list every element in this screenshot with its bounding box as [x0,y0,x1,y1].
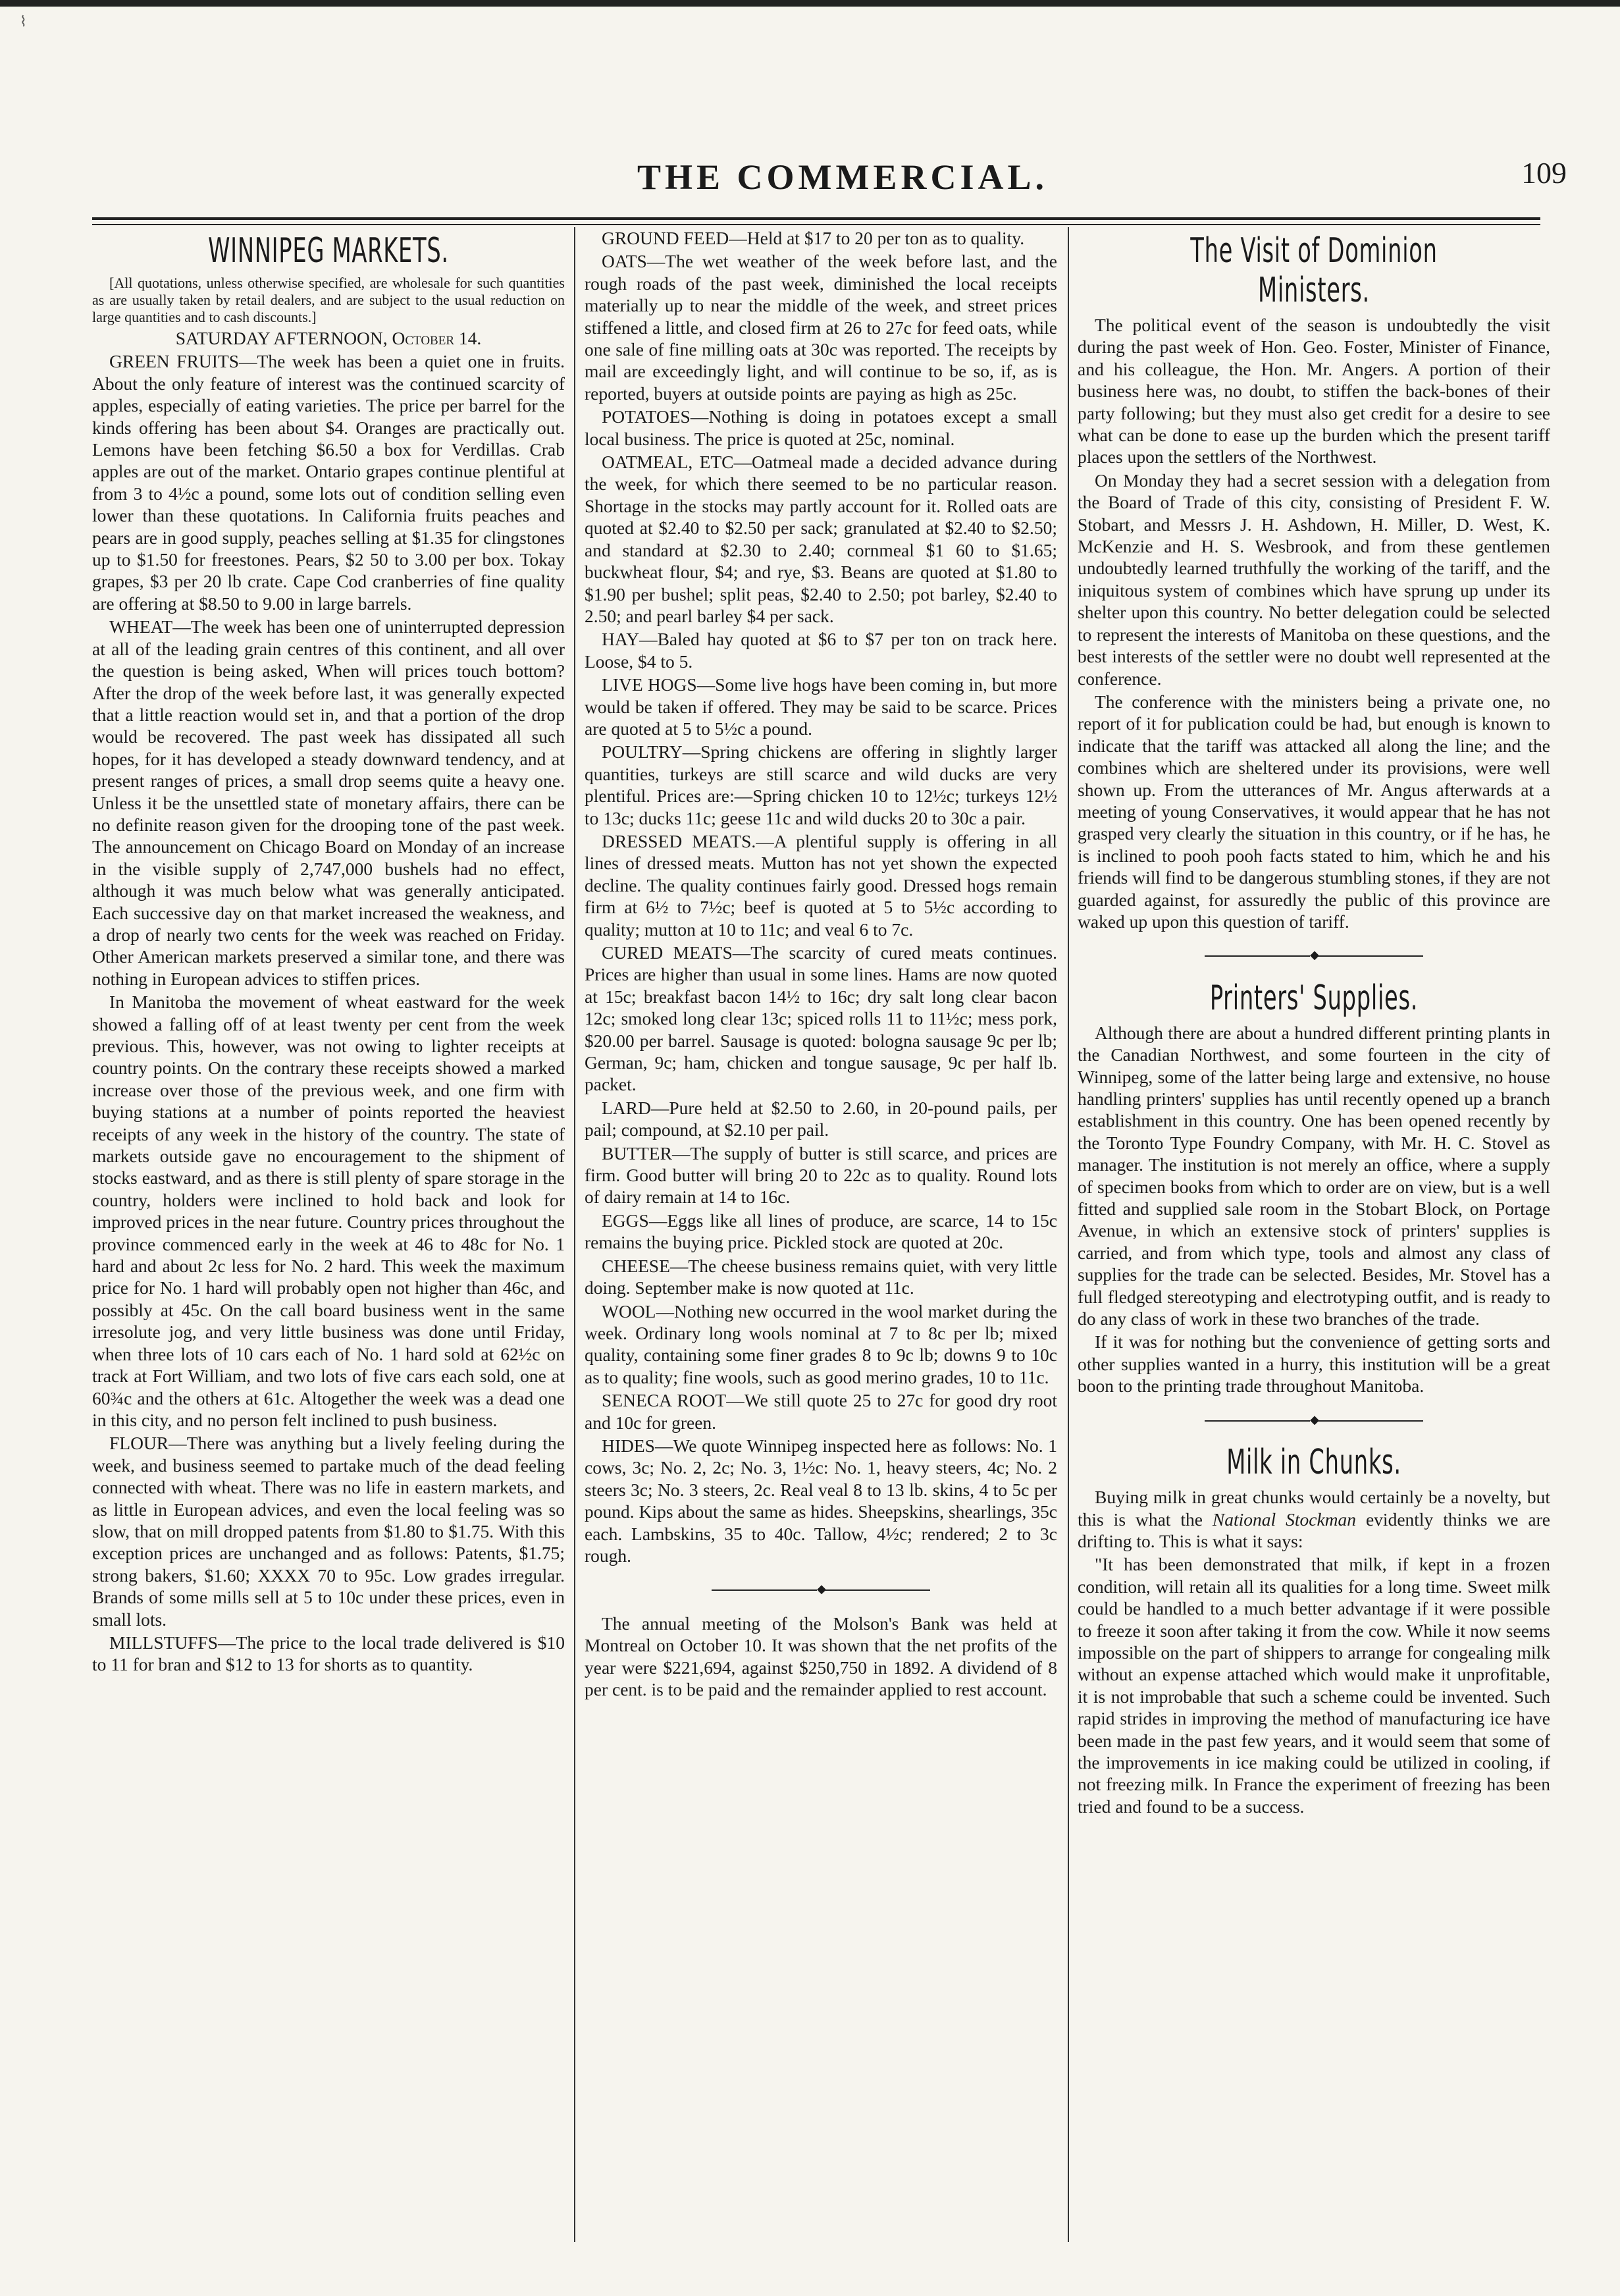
paragraph-text: —A plentiful supply is offering in all lines of dressed meats. Mutton has not yet shown the expected decline. The quality continues fairly good. Dressed hogs remain firm at 6½ to 7½c; beef is quoted at 5 to 5½c according to quality; mutton at 10 to 11c; and veal 6 to 7c. [585,830,1057,940]
margin-marks: ⌇ [20,13,27,30]
paragraph [585,674,1057,739]
paragraph-text: —Nothing new occurred in the wool market during the week. Ordinary long wools nominal at 7 to 8c per lb; mixed quality, containing some finer grades 8 to 9c lb; downs 9 to 10c as to quality; fine wools, such as good merino grades, 10 to 11c. [585,1300,1057,1387]
paragraph-lead: LIVE HOGS [602,674,697,695]
paragraph-lead: BUTTER [602,1142,672,1163]
paragraph-text: —Baled hay quoted at $6 to $7 per ton on track here. Loose, $4 to 5. [585,629,1057,672]
paragraph: The political event of the season is undoubtedly the visit during the past week of Hon. Geo. Foster, Minister of Finance, and his colleague, the Hon. Mr. Angers. A portion of their business here was, no doubt, to stiffen the back-bones of their party following; but they must also get credit for a desire to see what can be done to ease up the burden which the present tariff places upon the settlers of the Northwest. [1078,315,1550,467]
article-title: The Visit of Dominion Ministers. [1190,231,1438,310]
paragraph-text: —The supply of butter is still scarce, and prices are firm. Good butter will bring 20 to 22c as to quality. Round lots of dairy remain at 14 to 16c. [585,1142,1057,1208]
header-rule-thick [92,217,1540,220]
paragraph-text: —Held at $17 to 20 per ton as to quality. [729,228,1025,248]
column-divider [1068,227,1069,2242]
section-divider: ◆ [585,1578,1057,1600]
page-header [92,157,1593,209]
paragraph-lead: GROUND FEED [602,228,729,248]
paragraph-text: evidently thinks we are drifting to. This is what it says: [1078,1508,1550,1551]
paragraph [585,1389,1057,1433]
paragraph-lead: HIDES [602,1435,655,1456]
paragraph-text: —The cheese business remains quiet, with very little doing. September make is now quoted at 11c. [585,1255,1057,1298]
paragraph-lead: CURED MEATS [602,942,733,963]
paragraph: "It has been demonstrated that milk, if kept in a frozen condition, will retain all its qualities for a long time. Sweet milk could be handled to a much better advantage if it were possible to freeze it soon after taking it from the cow. While it now seems impossible on the part of shippers to arrange for congealing milk without an expense attached which would make it unprofitable, it is not improbable that such a scheme could be invented. Such rapid strides in improving the method of manufacturing ice have been made in the past few years, and it would seem that some of the improvements in ice making could be utilized in cooling, if not freezing milk. In France the experiment of freezing has been tried and found to be a success. [1078,1554,1550,1817]
paragraph-lead: LARD [602,1097,651,1118]
paragraph [92,350,565,614]
column-2 [585,227,1057,2255]
paragraph-text: —The wet weather of the week before last, and the rough roads of the past week, diminished the local receipts materially up to near the middle of the week, and street prices stiffened a little, and closed firm at 26 to 27c for feed oats, while one sale of fine milling oats at 30c was reported. The receipts by mail are exceedingly light, and will continue to be so, if, as is reported, buyers at outside points are paying as high as 25c. [585,251,1057,404]
article-title: WINNIPEG MARKETS. [208,231,449,271]
section-divider: ◆ [1078,944,1550,966]
paragraph-lead: SENECA ROOT [602,1390,727,1411]
page-number: 109 [1521,156,1567,190]
paragraph-lead: POULTRY [602,741,683,762]
paragraph [585,227,1057,249]
paragraph-text: —There was anything but a lively feeling during the week, and business seemed to partake much of the dead feeling connected with wheat. There was no life in eastern markets, and as little in European advices, and even the local feeling was so slow, that on mill dropped patents from $1.80 to $1.75. With this exception prices are unchanged and as follows: Patents, $1.75; strong bakers, $1.60; XXXX 70 to 95c. Low grades irregular. Brands of some mills sell at 5 to 10c under these prices, even in small lots. [92,1433,565,1630]
article-title: Milk in Chunks. [1226,1443,1401,1483]
paragraph [585,451,1057,627]
article-title: Printers' Supplies. [1209,978,1419,1018]
paragraph-text: Buying milk in great chunks would certainly be a novelty, but this is what the [1078,1487,1550,1530]
column-1 [92,227,565,2255]
paragraph-text: —The week has been one of uninterrupted depression at all of the leading grain centres of this continent, and all over the question is being asked, When will prices touch bottom? After the drop of the week before last, it was generally expected that a little reaction would set in, and that a portion of the drop would be recovered. The past week has dissipated all such hopes, for it has developed a steady downward tendency, and at present ranges of prices, a small drop seems quite a heavy one. Unless it be the unsettled state of monetary affairs, there can be no definite reason given for the drooping tone of the past week. The announcement on Chicago Board on Monday of an increase in the visible supply of 2,747,000 bushels had no effect, although it was much below what was generally anticipated. Each successive day on that market increased the weakness, and a drop of nearly two cents for the week was reached on Friday. Other American markets preserved a similar tone, and there was nothing in European advices to stiffen prices. [92,616,565,989]
paragraph: Although there are about a hundred different printing plants in the Canadian Northwest, and some fourteen in the city of Winnipeg, some of the latter being large and extensive, no house handling printers' supplies has until recently opened up a branch establishment in this country. One has been opened recently by the Toronto Type Foundry Company, with Mr. H. C. Stovel as manager. The institution is not merely an office, where a supply of specimen books from which to order are on view, but is a well fitted and supplied sale room in the Stobart Block, on Portage Avenue, in which an extensive stock of printers' supplies is carried, and from which type, tools and almost any class of supplies for the trade can be selected. Besides, Mr. Stovel has a full fledged stereotyping and electrotyping outfit, and is ready to do any class of work in these two branches of the trade. [1078,1022,1550,1329]
paragraph-text: —Oatmeal made a decided advance during the week, for which there seemed to be no particular reason. Shortage in the stocks may partly account for it. Rolled oats are quoted at $2.40 to $2.50 per sack; granulated at $2.40 to $2.50; and standard at $2.30 to 2.40; cornmeal $1 60 to $1.65; buckwheat flour, $4; and rye, $3. Beans are quoted at $1.80 to $1.90 per bushel; split peas, $2.40 to 2.50; pot barley, $2.40 to 2.50; and pearl barley $4 per sack. [585,452,1057,626]
section-divider: ◆ [1078,1409,1550,1431]
publication-name: National Stockman [1212,1508,1357,1530]
paragraph [92,1632,565,1676]
paragraph: The conference with the ministers being a private one, no report of it for publication could be had, but enough is known to indicate that the tariff was attacked all along the line; and the combines which are sheltered under its provisions, were well shown up. From the utterances of Mr. Angus afterwards at a meeting of young Conservatives, it would appear that he has not grasped very clearly the situation in this country, or if he has, he is inclined to pooh pooh facts stated to him, which he and his friends will find to be dangerous stumbling stones, if they are not guarded against, for assuredly the public of this province are waked up upon this question of tariff. [1078,691,1550,932]
paragraph-lead: DRESSED MEATS. [602,830,756,851]
paragraph-text: —We quote Winnipeg inspected here as follows: No. 1 cows, 3c; No. 2, 2c; No. 3, 1½c: No. 1, heavy steers, 4c; No. 2 steers 3c; No. 3 steers, 2c. Real veal 8 to 13 lb. skins, 4 to 5c per pound. Kips about the same as hides. Sheepskins, shearlings, 35c each. Lambskins, 35 to 40c. Tallow, 4½c; rendered; 2 to 3c rough. [585,1435,1057,1566]
paragraph-text: —The price to the local trade delivered is $10 to 11 for bran and $12 to 13 for shorts as to quantity. [92,1632,565,1675]
dateline: SATURDAY AFTERNOON, October 14. [175,328,482,348]
paragraph-lead: HAY [602,629,640,650]
paragraph: The annual meeting of the Molson's Bank was held at Montreal on October 10. It was shown that the net profits of the year were $221,694, against $250,750 in 1892. A dividend of 8 per cent. is to be paid and the remainder applied to rest account. [585,1613,1057,1699]
paragraph-text: —Pure held at $2.50 to 2.60, in 20-pound pails, per pail; compound, at $2.10 per pail. [585,1097,1057,1140]
paragraph [585,1435,1057,1566]
paragraph-lead: MILLSTUFFS [109,1632,219,1653]
paragraph-lead: POTATOES [602,406,691,427]
paragraph [585,406,1057,450]
paragraph [585,1210,1057,1254]
paragraph-lead: WOOL [602,1300,656,1322]
paragraph-text: —Eggs like all lines of produce, are scarce, 14 to 15c remains the buying price. Pickled stock are quoted at 20c. [585,1210,1057,1253]
paragraph-lead: GREEN FRUITS [109,351,240,372]
paragraph-lead: EGGS [602,1210,649,1231]
paragraph [585,250,1057,404]
paragraph-text: —We still quote 25 to 27c for good dry root and 10c for green. [585,1390,1057,1433]
paragraph [585,830,1057,940]
paragraph-text: —The scarcity of cured meats continues. Prices are higher than usual in some lines. Hams are now quoted at 15c; breakfast bacon 14½ to 16c; dry salt long clear bacon 12c; smoked long clear 13c; spiced rolls 11 to 11½c; mess pork, $20.00 per barrel. Sausage is quoted: bologna sausage 9c per lb; German, 9c; ham, chicken and tongue sausage, 9c per half lb. packet. [585,942,1057,1095]
paragraph-lead: FLOUR [109,1433,169,1454]
paragraph: In Manitoba the movement of wheat eastward for the week showed a falling off of at least twenty per cent from the week previous. This, however, was not owing to lighter receipts at country points. On the contrary these receipts showed a marked increase over those of the previous week, and one firm with buying stations at a number of points reported the heaviest receipts of any week in the history of the country. The state of markets outside gave no encouragement to the shipment of stocks eastward, and as there is still plenty of spare storage in the country, holders were inclined to hold back and look for improved prices in the near future. Country prices throughout the province commenced early in the week at 46 to 48c for No. 1 hard and about 2c less for No. 2 hard. This week the maximum price for No. 1 hard will probably open not higher than 46c, and possibly at 45c. On the call board business went in the same irresolute jog, and very little business was done until Friday, when three lots of 10 cars each of No. 1 hard sold at 62½c on track at Fort William, and two lots of five cars each sold, one at 60¾c and the others at 61c. Altogether the week was a dead one in this city, and no person felt inclined to push business. [92,992,565,1430]
paragraph [585,628,1057,672]
paragraph [585,1097,1057,1141]
header-rule-thin [92,224,1540,225]
editorial-note: [All quotations, unless otherwise specified, are wholesale for such quantities as are usually taken by retail dealers, and are subject to the usual reduction on large quantities and to cash discounts.] [92,275,565,325]
paragraph-text: —Spring chickens are offering in slightly larger quantities, turkeys are still scarce and wild ducks are very plentiful. Prices are:—Spring chicken 10 to 12½c; turkeys 12½ to 13c; ducks 11c; geese 11c and wild ducks 20 to 30c a pair. [585,741,1057,828]
paragraph-lead: OATMEAL, ETC [602,452,734,473]
paragraph [585,741,1057,829]
paragraph [585,1142,1057,1208]
paragraph-text: —Nothing is doing in potatoes except a small local business. The price is quoted at 25c, nominal. [585,406,1057,449]
paragraph [585,1255,1057,1299]
paragraph [585,1300,1057,1389]
column-3 [1078,227,1550,2255]
top-border [0,0,1620,7]
paragraph [92,1432,565,1630]
paragraph-lead: OATS [602,251,647,272]
paragraph-text: —The week has been a quiet one in fruits. About the only feature of interest was the continued scarcity of apples, especially of eating varieties. The price per barrel for the kinds offering has been about $4. Oranges are practically out. Lemons have been fetching $6.50 a box for Verdillas. Crab apples are out of the market. Ontario grapes continue plentiful at from 3 to 4½c a pound, some lots out of condition selling even lower than these quotations. In California fruits peaches and pears are in good supply, peaches selling at $1.35 for clingstones up to $1.50 for freestones. Pears, $2 50 to 3.00 per box. Tokay grapes, $3 per 20 lb crate. Cape Cod cranberries of fine quality are offering at $8.50 to 9.00 in large barrels. [92,351,565,614]
paragraph-text: —Some live hogs have been coming in, but more would be taken if offered. They may be said to be scarce. Prices are quoted at 5 to 5½c a pound. [585,674,1057,739]
paragraph: On Monday they had a secret session with a delegation from the Board of Trade of this city, consisting of President F. W. Stobart, and Messrs J. H. Ashdown, H. Miller, D. West, K. McKenzie and H. S. Wesbrook, and from these gentlemen undoubtedly learned truthfully the working of the tariff, and the iniquitous system of combines which have sprung up under its shelter upon this country. No better delegation could be selected to represent the interests of Manitoba on these questions, and the best interests of the settler were no doubt well represented at the conference. [1078,469,1550,689]
masthead: THE COMMERCIAL. [637,157,1048,197]
paragraph [585,942,1057,1096]
paragraph-lead: WHEAT [109,616,173,637]
column-divider [574,227,575,2242]
paragraph [1078,1486,1550,1552]
paragraph [92,616,565,990]
paragraph: If it was for nothing but the convenience of getting sorts and other supplies wanted in a hurry, this institution will be a great boon to the printing trade throughout Manitoba. [1078,1331,1550,1397]
paragraph-lead: CHEESE [602,1255,670,1276]
